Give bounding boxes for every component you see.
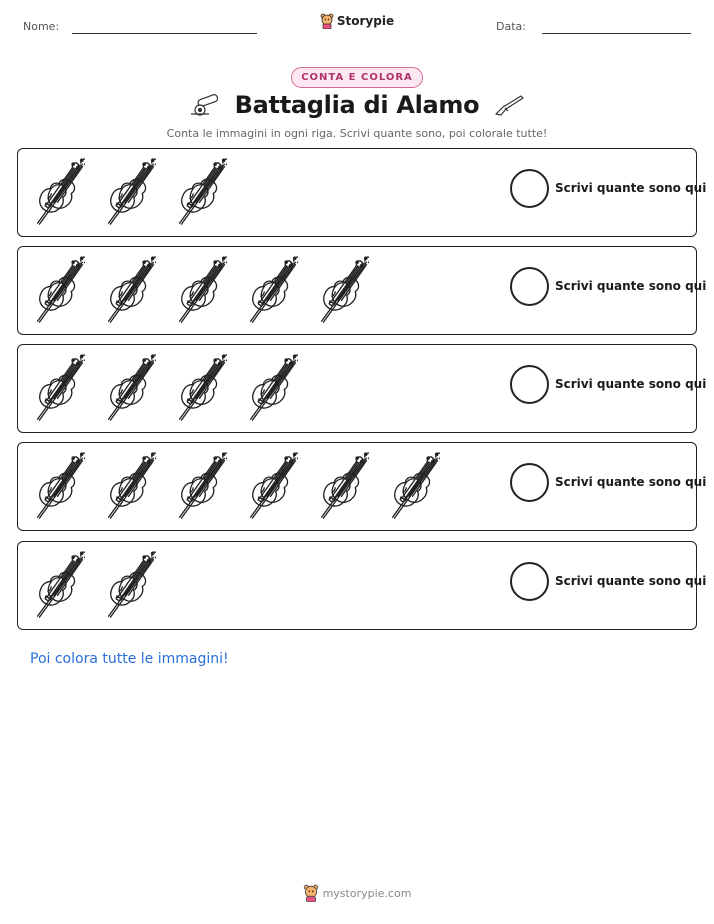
- violin-icon[interactable]: [241, 449, 298, 521]
- violin-icon[interactable]: [99, 155, 156, 227]
- violin-icon[interactable]: [28, 351, 85, 423]
- date-label: Data:: [496, 20, 526, 33]
- violin-icon[interactable]: [383, 449, 440, 521]
- rifle-icon: [493, 93, 525, 117]
- answer-circle[interactable]: [510, 463, 549, 502]
- violin-icon[interactable]: [28, 155, 85, 227]
- footer-site: mystorypie.com: [322, 886, 412, 900]
- violin-icon[interactable]: [99, 548, 156, 620]
- violin-icon[interactable]: [28, 449, 85, 521]
- violin-icon[interactable]: [170, 155, 227, 227]
- violin-icon[interactable]: [170, 351, 227, 423]
- answer-circle[interactable]: [510, 562, 549, 601]
- violin-icon[interactable]: [99, 449, 156, 521]
- violin-icon[interactable]: [241, 253, 298, 325]
- violin-icon[interactable]: [28, 253, 85, 325]
- bear-logo-icon: [320, 13, 334, 29]
- footer-brand: [0, 884, 714, 902]
- brand-name: Storypie: [336, 14, 395, 28]
- name-label: Nome:: [23, 20, 60, 33]
- count-row: [17, 246, 707, 335]
- picture-group: [28, 548, 156, 622]
- page-title: Battaglia di Alamo: [234, 91, 480, 119]
- violin-icon[interactable]: [28, 548, 85, 620]
- instructions: Conta le immagini in ogni riga. Scrivi quante sono, poi colorale tutte!: [166, 127, 548, 140]
- answer-label: Scrivi quante sono qui: [555, 181, 707, 195]
- answer-circle[interactable]: [510, 267, 549, 306]
- violin-icon[interactable]: [99, 253, 156, 325]
- cannon-icon: [189, 93, 221, 117]
- violin-icon[interactable]: [99, 351, 156, 423]
- answer-label: Scrivi quante sono qui: [555, 574, 707, 588]
- answer-label: Scrivi quante sono qui: [555, 279, 707, 293]
- brand-logo: [0, 13, 714, 29]
- violin-icon[interactable]: [241, 351, 298, 423]
- footer-note: Poi colora tutte le immagini!: [30, 651, 229, 667]
- picture-group: [28, 449, 440, 523]
- name-line[interactable]: [72, 33, 257, 34]
- violin-icon[interactable]: [170, 449, 227, 521]
- picture-group: [28, 155, 227, 229]
- date-line[interactable]: [542, 33, 691, 34]
- count-row: [17, 442, 707, 531]
- answer-label: Scrivi quante sono qui: [555, 377, 707, 391]
- picture-group: [28, 253, 369, 327]
- count-row: [17, 148, 707, 237]
- violin-icon[interactable]: [312, 253, 369, 325]
- violin-icon[interactable]: [312, 449, 369, 521]
- activity-badge: CONTA E COLORA: [291, 67, 423, 88]
- answer-circle[interactable]: [510, 365, 549, 404]
- picture-group: [28, 351, 298, 425]
- bear-footer-icon: [303, 884, 319, 902]
- violin-icon[interactable]: [170, 253, 227, 325]
- count-row: [17, 344, 707, 433]
- count-row: [17, 541, 707, 630]
- answer-label: Scrivi quante sono qui: [555, 475, 707, 489]
- answer-circle[interactable]: [510, 169, 549, 208]
